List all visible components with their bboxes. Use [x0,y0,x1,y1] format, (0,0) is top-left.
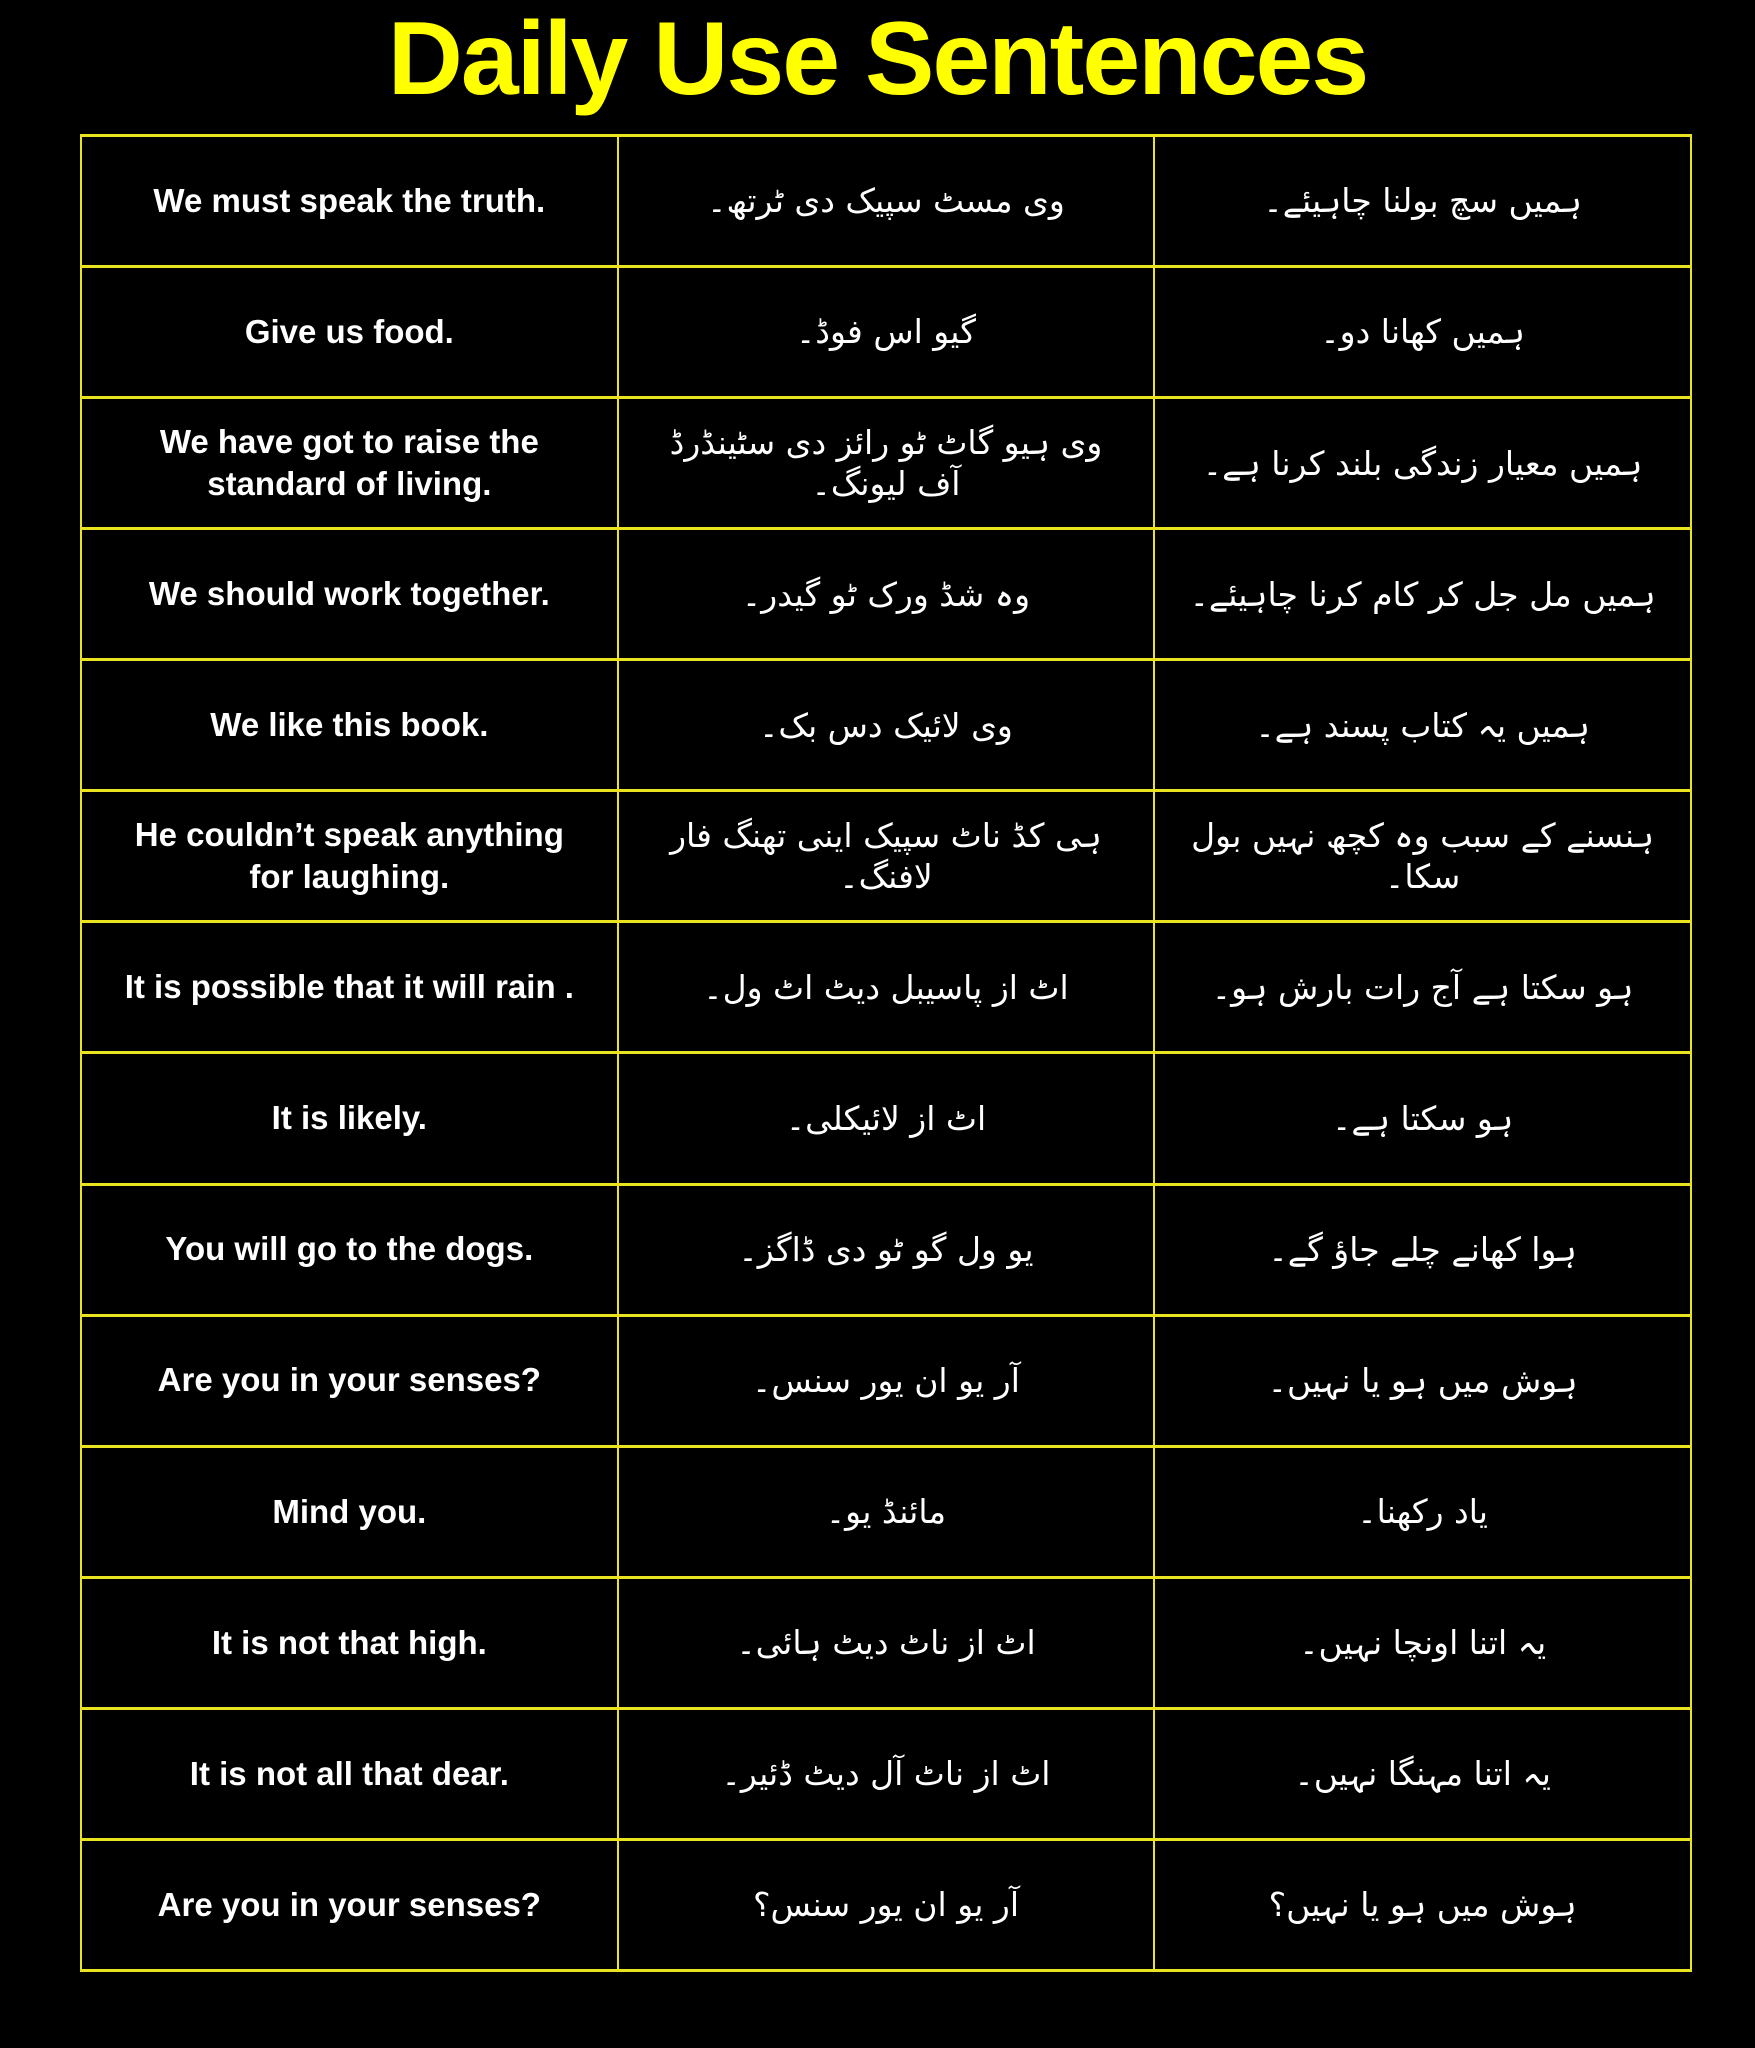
table-row [81,1577,1691,1708]
table-row [81,1446,1691,1577]
page-title: Daily Use Sentences [387,1,1368,117]
table-row [81,922,1691,1053]
table-row [81,398,1691,529]
urdu-cell: ہو سکتا ہے۔ [1154,1053,1691,1184]
english-cell: We should work together. [81,529,618,660]
english-cell: Give us food. [81,267,618,398]
urdu-cell: ہمیں یہ کتاب پسند ہے۔ [1154,660,1691,791]
table-row [81,1839,1691,1970]
english-cell: It is possible that it will rain . [81,922,618,1053]
urdu-cell: ہمیں سچ بولنا چاہیئے۔ [1154,136,1691,267]
table-row [81,1053,1691,1184]
english-cell: It is not all that dear. [81,1708,618,1839]
urdu-cell: ہمیں مل جل کر کام کرنا چاہیئے۔ [1154,529,1691,660]
roman-urdu-cell: آر یو ان یور سنس؟ [618,1839,1155,1970]
english-cell: It is not that high. [81,1577,618,1708]
english-cell: We must speak the truth. [81,136,618,267]
table-row [81,1708,1691,1839]
urdu-cell: ہمیں کھانا دو۔ [1154,267,1691,398]
urdu-cell: یہ اتنا مہنگا نہیں۔ [1154,1708,1691,1839]
roman-urdu-cell: وہ شڈ ورک ٹو گیدر۔ [618,529,1155,660]
roman-urdu-cell: ہی کڈ ناٹ سپیک اینی تھنگ فار لافنگ۔ [618,791,1155,922]
english-cell: We like this book. [81,660,618,791]
urdu-cell: ہو سکتا ہے آج رات بارش ہو۔ [1154,922,1691,1053]
urdu-cell: ہنسنے کے سبب وہ کچھ نہیں بول سکا۔ [1154,791,1691,922]
table-row [81,791,1691,922]
roman-urdu-cell: اٹ از ناٹ دیٹ ہائی۔ [618,1577,1155,1708]
roman-urdu-cell: اٹ از لائیکلی۔ [618,1053,1155,1184]
english-cell: Are you in your senses? [81,1315,618,1446]
table-row [81,660,1691,791]
table-row [81,1315,1691,1446]
roman-urdu-cell: اٹ از ناٹ آل دیٹ ڈئیر۔ [618,1708,1155,1839]
roman-urdu-cell: وی مسٹ سپیک دی ٹرتھ۔ [618,136,1155,267]
table-row [81,267,1691,398]
table-row [81,529,1691,660]
urdu-cell: ہمیں معیار زندگی بلند کرنا ہے۔ [1154,398,1691,529]
urdu-cell: یہ اتنا اونچا نہیں۔ [1154,1577,1691,1708]
table-row [81,136,1691,267]
roman-urdu-cell: گیو اس فوڈ۔ [618,267,1155,398]
roman-urdu-cell: وی لائیک دس بک۔ [618,660,1155,791]
urdu-cell: ہوش میں ہو یا نہیں۔ [1154,1315,1691,1446]
sentence-table-body [81,136,1691,1971]
urdu-cell: ہوش میں ہو یا نہیں؟ [1154,1839,1691,1970]
sentence-table [80,134,1692,1972]
table-row [81,1184,1691,1315]
english-cell: It is likely. [81,1053,618,1184]
english-cell: He couldn’t speak anything for laughing. [81,791,618,922]
roman-urdu-cell: وی ہیو گاٹ ٹو رائز دی سٹینڈرڈ آف لیونگ۔ [618,398,1155,529]
roman-urdu-cell: اٹ از پاسیبل دیٹ اٹ ول۔ [618,922,1155,1053]
urdu-cell: یاد رکھنا۔ [1154,1446,1691,1577]
english-cell: We have got to raise the standard of living. [81,398,618,529]
roman-urdu-cell: آر یو ان یور سنس۔ [618,1315,1155,1446]
english-cell: Are you in your senses? [81,1839,618,1970]
roman-urdu-cell: یو ول گو ٹو دی ڈاگز۔ [618,1184,1155,1315]
urdu-cell: ہوا کھانے چلے جاؤ گے۔ [1154,1184,1691,1315]
english-cell: Mind you. [81,1446,618,1577]
english-cell: You will go to the dogs. [81,1184,618,1315]
roman-urdu-cell: مائنڈ یو۔ [618,1446,1155,1577]
